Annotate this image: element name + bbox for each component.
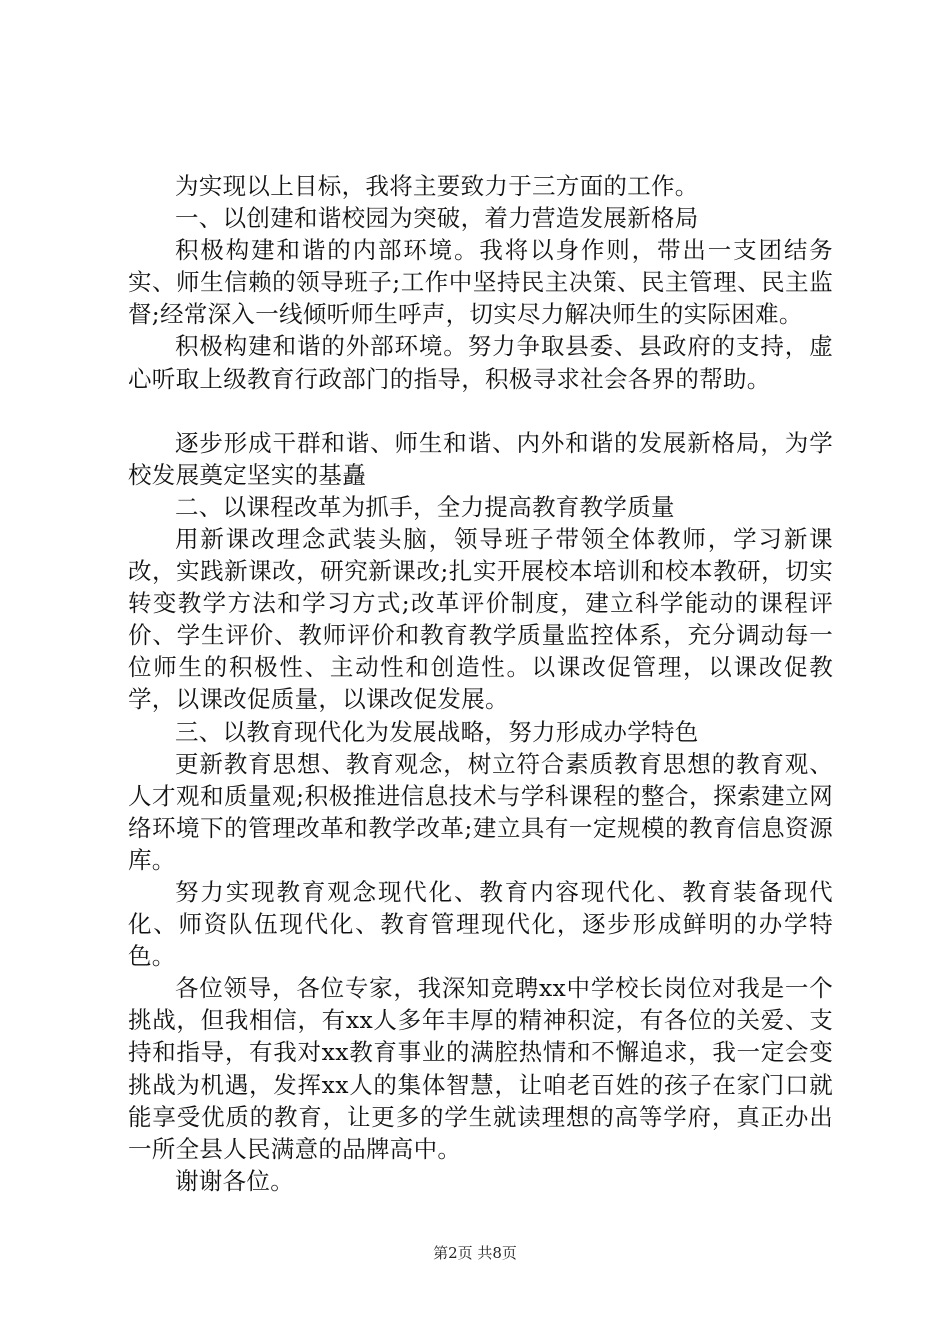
paragraph-harmony-pattern: 逐步形成干群和谐、师生和谐、内外和谐的发展新格局，为学校发展奠定坚实的基矗: [128, 428, 833, 489]
paragraph-intro: 为实现以上目标，我将主要致力于三方面的工作。: [175, 172, 699, 200]
heading-section-1: 一、以创建和谐校园为突破，着力营造发展新格局: [175, 204, 699, 233]
page-number-footer: 第2页 共8页: [433, 1244, 517, 1262]
paragraph-external-environment: 积极构建和谐的外部环境。努力争取县委、县政府的支持，虚心听取上级教育行政部门的指导，积极寻求社会各界的帮助。: [128, 332, 833, 393]
paragraph-education-ideas: 更新教育思想、教育观念，树立符合素质教育思想的教育观、人才观和质量观;积极推进信息技术与学科课程的整合，探索建立网络环境下的管理改革和教学改革;建立具有一定规模的教育信息资源库。: [128, 749, 833, 874]
paragraph-closing-statement: 各位领导，各位专家，我深知竞聘xx中学校长岗位对我是一个挑战，但我相信，有xx人多年丰厚的精神积淀，有各位的关爱、支持和指导，有我对xx教育事业的满腔热情和不懈追求，我一定会变挑战为机遇，发挥xx人的集体智慧，让咱老百姓的孩子在家门口就能享受优质的教育，让更多的学生就读理想的高等学府，真正办出一所全县人民满意的品牌高中。: [128, 974, 833, 1163]
paragraph-internal-environment: 积极构建和谐的内部环境。我将以身作则，带出一支团结务实、师生信赖的领导班子;工作中坚持民主决策、民主管理、民主监督;经常深入一线倾听师生呼声，切实尽力解决师生的实际困难。: [128, 236, 833, 329]
paragraph-thanks: 谢谢各位。: [175, 1166, 294, 1195]
paragraph-curriculum-reform: 用新课改理念武装头脑，领导班子带领全体教师，学习新课改，实践新课改，研究新课改;扎实开展校本培训和校本教研，切实转变教学方法和学习方式;改革评价制度，建立科学能动的课程评价、学生评价、教师评价和教育教学质量监控体系，充分调动每一位师生的积极性、主动性和创造性。以课改促管理，以课改促教学，以课改促质量，以课改促发展。: [128, 524, 833, 714]
paragraph-modernization: 努力实现教育观念现代化、教育内容现代化、教育装备现代化、师资队伍现代化、教育管理现代化，逐步形成鲜明的办学特色。: [128, 877, 833, 971]
document-body: [128, 170, 833, 1197]
heading-section-2: 二、以课程改革为抓手，全力提高教育教学质量: [175, 492, 675, 521]
heading-section-3: 三、以教育现代化为发展战略，努力形成办学特色: [175, 717, 699, 746]
